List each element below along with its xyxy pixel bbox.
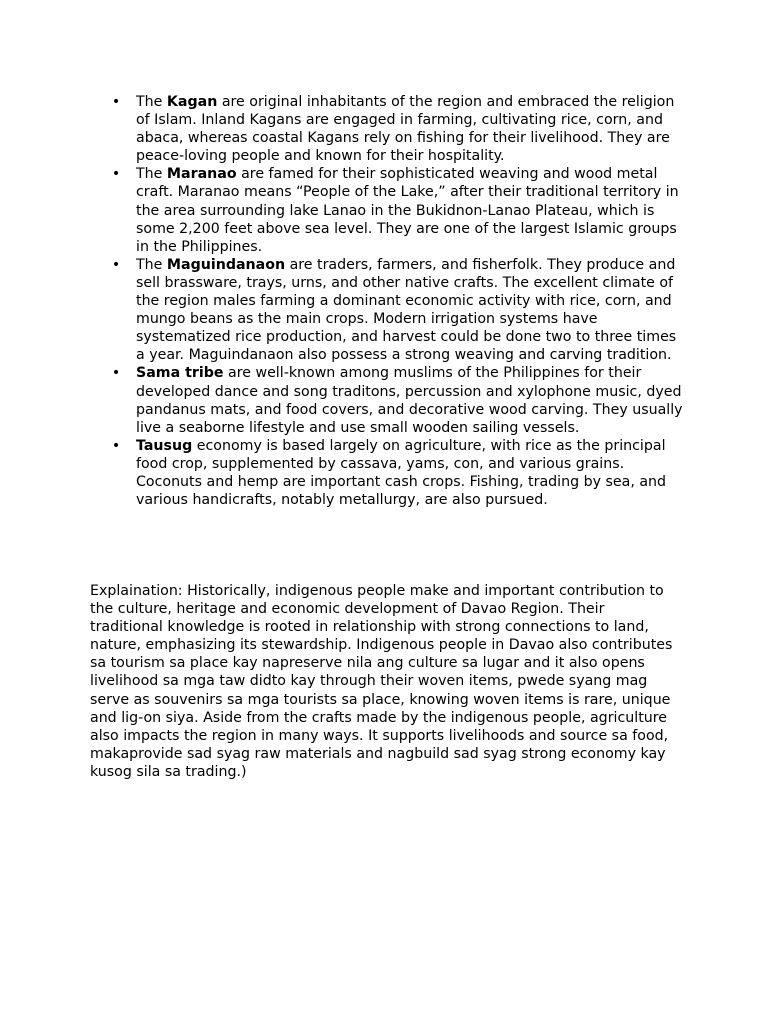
list-item-kagan <box>111 93 684 165</box>
list-item-maguindanaon <box>111 256 684 365</box>
list-item-tausug <box>111 437 684 509</box>
tribe-description: are well-known among muslims of the Philippines for their developed dance and song traditons, percussion and xylophone music, dyed pandanus mats, and food covers, and decorative wood carving. They usually live a seaborne lifestyle and use small wooden sailing vessels. <box>136 365 683 436</box>
bullet-icon: • <box>111 256 121 273</box>
list-item-maranao <box>111 165 684 255</box>
bullet-icon: • <box>111 94 121 110</box>
tribe-name: Maranao <box>166 166 237 183</box>
tribe-name: Sama tribe <box>136 365 224 382</box>
item-prefix: The <box>136 166 167 183</box>
tribe-name: Maguindanaon <box>166 256 286 273</box>
item-prefix: The <box>136 94 167 110</box>
item-prefix: The <box>136 256 167 273</box>
list-item-sama-tribe <box>111 364 684 436</box>
tribe-bullet-list <box>111 93 684 509</box>
bullet-icon: • <box>111 365 121 382</box>
tribe-description: are traders, farmers, and fisherfolk. They produce and sell brassware, trays, urns, and other native crafts. The excellent climate of the region males farming a dominant economic activity with rice, corn, and mungo beans as the main crops. Modern irrigation systems have systematized rice production, and harvest could be done two to three times a year. Maguindanaon also possess a strong weaving and carving tradition. <box>136 256 677 364</box>
tribe-description: are famed for their sophisticated weaving and wood metal craft. Maranao means “People of the Lake,” after their traditional territory in the area surrounding lake Lanao in the Bukidnon-Lanao Plateau, which is some 2,200 feet above sea level. They are one of the largest Islamic groups in the Philippines. <box>136 166 679 255</box>
tribe-name: Tausug <box>136 437 193 454</box>
tribe-name: Kagan <box>166 94 218 110</box>
tribe-description: are original inhabitants of the region and embraced the religion of Islam. Inland Kagans are engaged in farming, cultivating rice, corn, and abaca, whereas coastal Kagans rely on fishing for their livelihood. They are peace-loving people and known for their hospitality. <box>136 94 675 165</box>
tribe-description: economy is based largely on agriculture, with rice as the principal food crop, supplemented by cassava, yams, con, and various grains. Coconuts and hemp are important cash crops. Fishing, trading by sea, and various handicrafts, notably metallurgy, are also pursued. <box>136 437 667 509</box>
explanation-paragraph: Explaination: Historically, indigenous people make and important contribution to the culture, heritage and economic development of Davao Region. Their traditional knowledge is rooted in relationship with strong connections to land, nature, emphasizing its stewardship. Indigenous people in Davao also contributes sa tourism sa place kay napreserve nila ang culture sa lugar and it also opens livelihood sa mga taw didto kay through their woven items, pwede syang mag serve as souvenirs sa mga tourists sa place, knowing woven items is rare, unique and lig-on siya. Aside from the crafts made by the indigenous people, agriculture also impacts the region in many ways. It supports livelihoods and source sa food, makaprovide sad syag raw materials and nagbuild sad syag strong economy kay kusog sila sa trading.) <box>90 583 673 780</box>
bullet-icon: • <box>111 166 121 183</box>
bullet-icon: • <box>111 437 121 454</box>
